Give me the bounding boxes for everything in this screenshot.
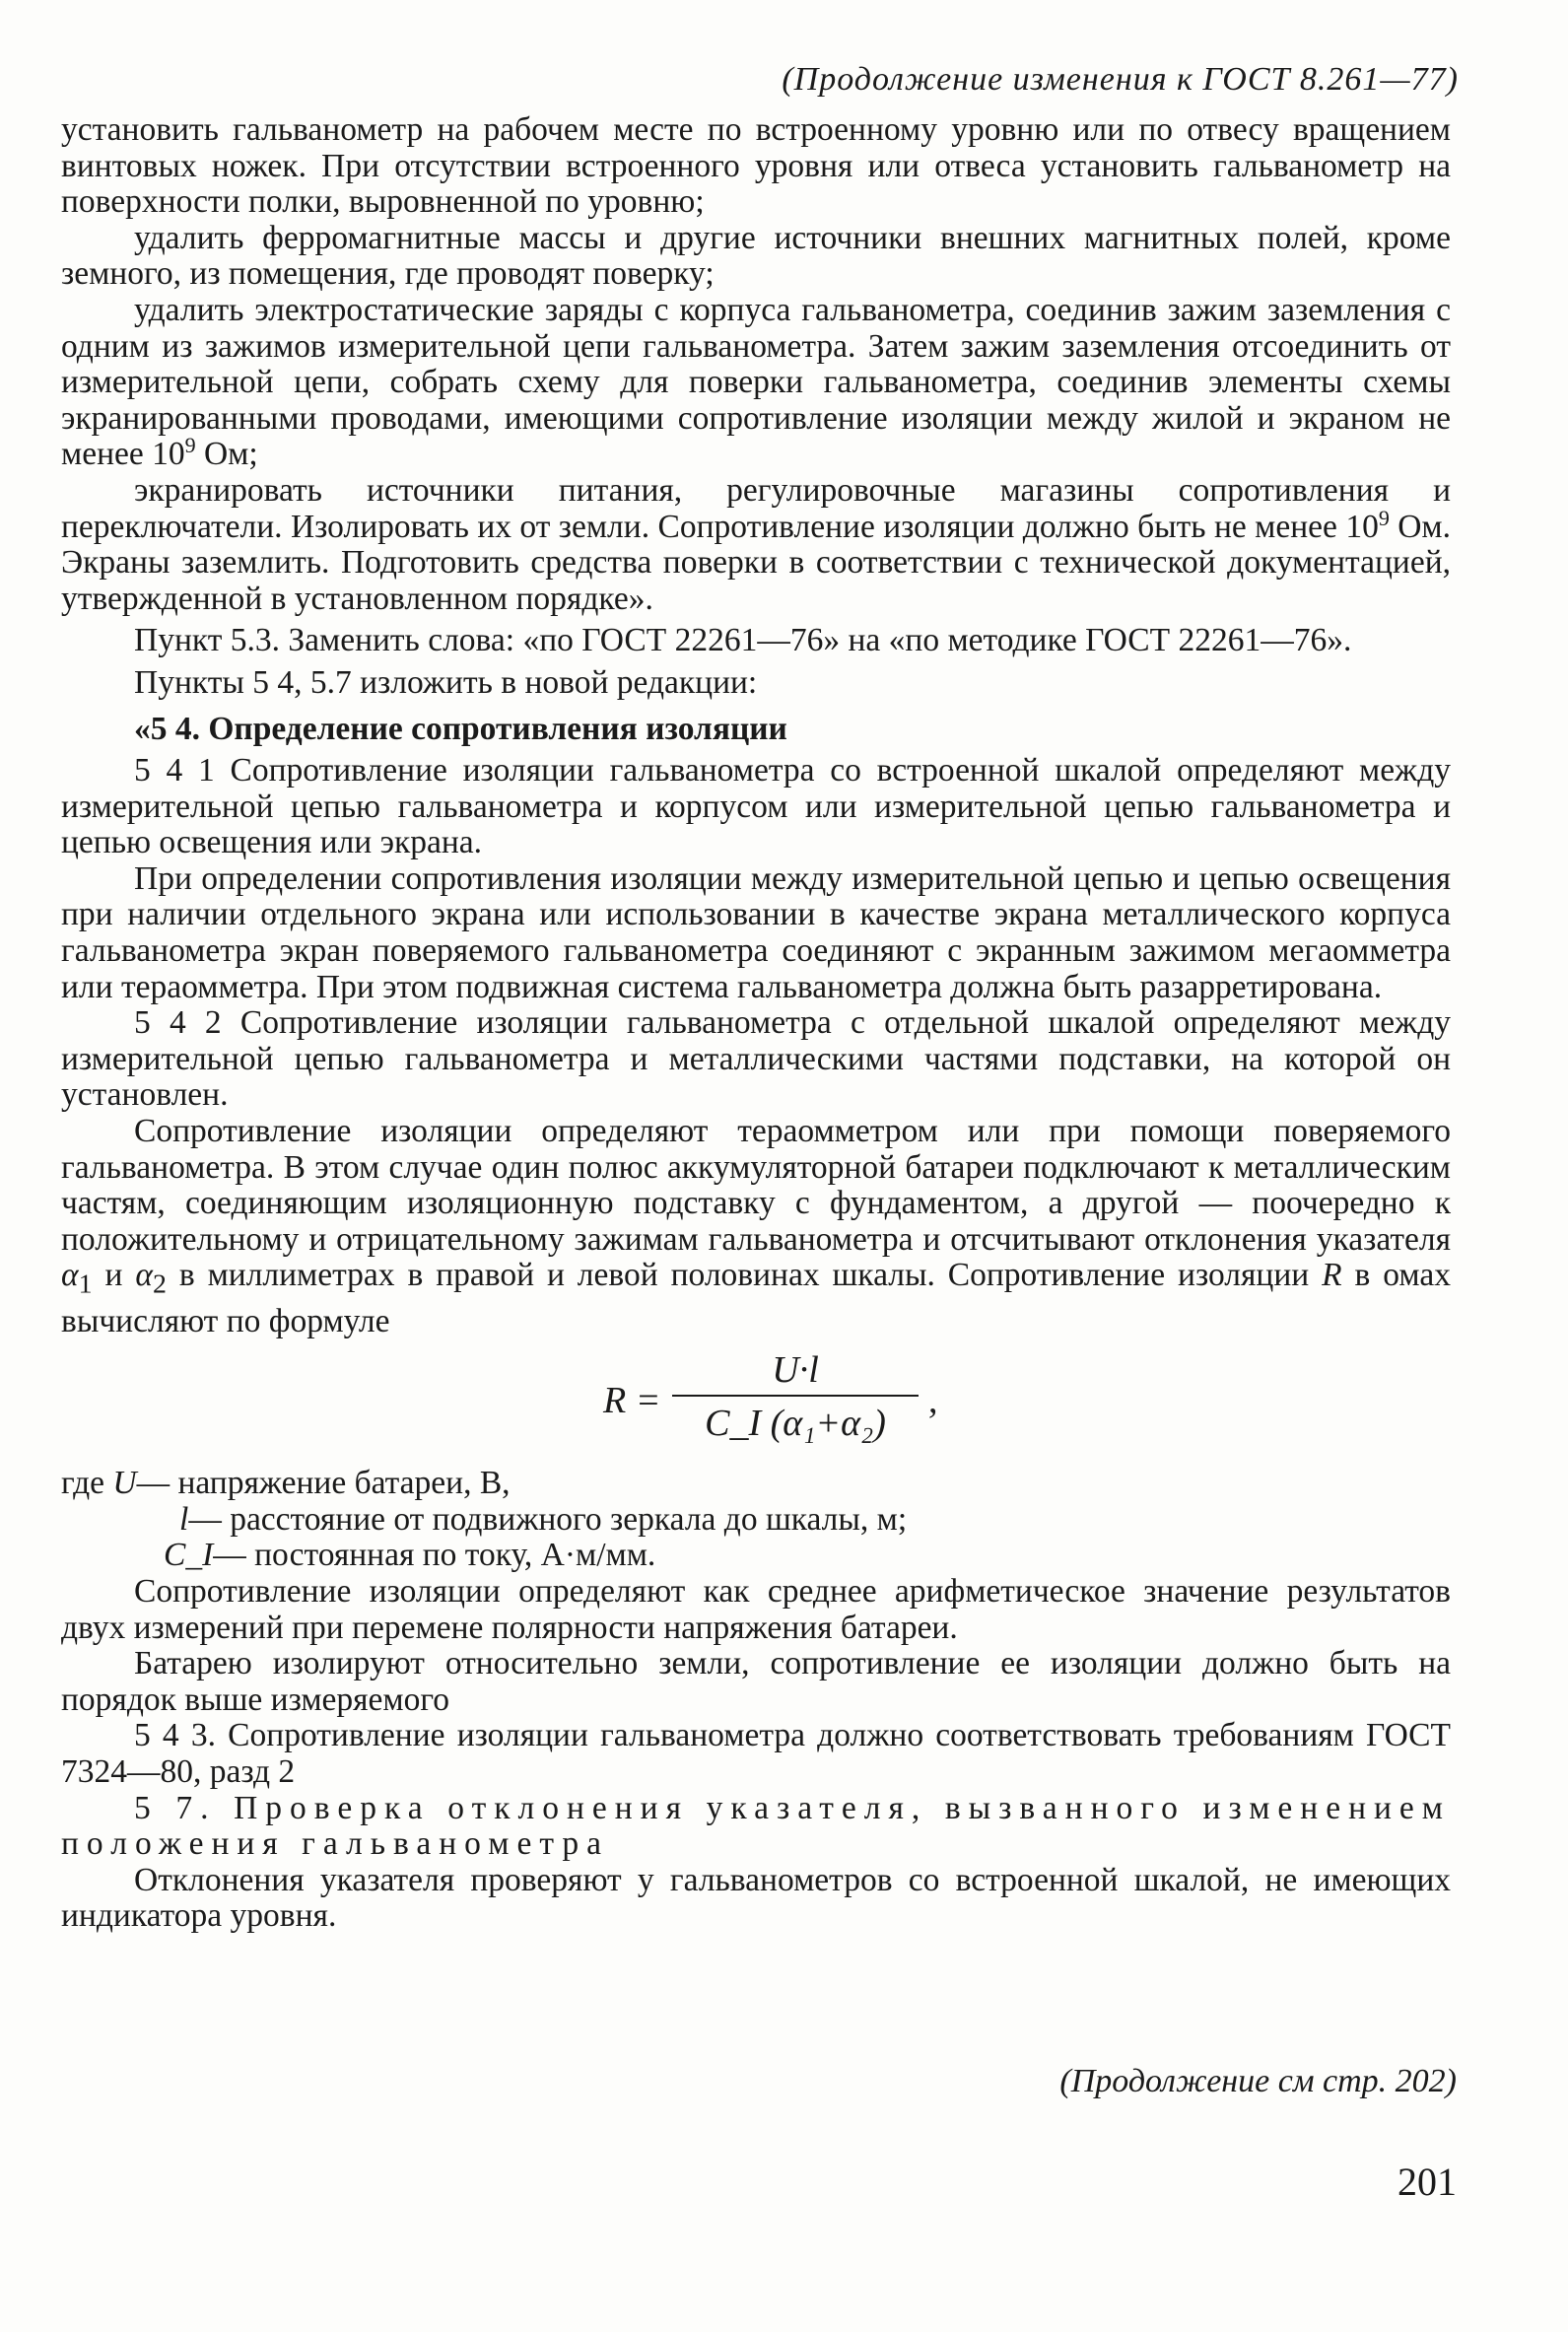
paragraph-3 xyxy=(61,293,1451,473)
paragraph-4-text: экранировать источники питания, регулировочные магазины сопротивления и переключатели. Изолировать их от земли. Сопротивление изоляции должно быть не менее 10 xyxy=(61,471,1451,545)
legend-text: — расстояние от подвижного зеркала до шкалы, м; xyxy=(188,1500,908,1538)
paragraph-541-cont: При определении сопротивления изоляции между измерительной цепью и цепью освещения при наличии отдельного экрана или использовании в качестве экрана металлического корпуса гальванометра экран поверяемого гальванометра соединяют с экранным зажимом мегаомметра или тераомметра. При этом подвижная система гальванометра должна быть разарретирована. xyxy=(61,859,1451,1005)
legend-row xyxy=(61,1502,1451,1539)
legend-prefix: где xyxy=(61,1465,104,1502)
paragraph-4 xyxy=(61,473,1451,617)
exponent: 9 xyxy=(1378,505,1390,530)
resistance-symbol: R xyxy=(1322,1257,1342,1294)
formula-legend xyxy=(61,1466,1451,1574)
paragraph-1: установить гальванометр на рабочем месте по встроенному уровню или по отвесу вращением винтовых ножек. При отсутствии встроенного уровня или отвеса установить гальванометр на поверхности полки, выровненной по уровню; xyxy=(61,111,1451,221)
subscript: 1 xyxy=(78,1269,93,1301)
paragraph-542: 5 4 2 Сопротивление изоляции гальванометра с отдельной шкалой определяют между измерительной цепью гальванометра и металлическими частями подставки, на которой он установлен. xyxy=(61,1004,1451,1114)
paragraph-541: 5 4 1 Сопротивление изоляции гальванометра со встроенной шкалой определяют между измерительной цепью гальванометра и корпусом или измерительной цепью гальванометра и цепью освещения или экрана. xyxy=(61,752,1451,861)
paragraph-3-tail: Ом; xyxy=(195,436,258,473)
legend-row xyxy=(61,1466,1451,1502)
paragraph-57-body: Отклонения указателя проверяют у гальванометров со встроенной шкалой, не имеющих индикатора уровня. xyxy=(61,1861,1451,1935)
formula-numerator: U·l xyxy=(772,1349,819,1392)
resistance-formula xyxy=(61,1347,1451,1456)
subscript: 2 xyxy=(152,1269,167,1301)
paragraph-57: 5 7. Проверка отклонения указателя, вызванного изменением положения гальванометра xyxy=(61,1789,1451,1863)
legend-text: — напряжение батареи, В, xyxy=(136,1465,511,1502)
formula-comma: , xyxy=(928,1380,938,1422)
paragraph-text: в омах вычисляют по формуле xyxy=(61,1257,1452,1339)
legend-text: — постоянная по току, А·м/мм. xyxy=(213,1537,656,1574)
paragraph-3-text: удалить электростатические заряды с корпуса гальванометра, соединив зажим заземления с одним из зажимов измерительной цепи гальванометра. Затем зажим заземления отсоединить от измерительной цепи, собрать схему для поверки гальванометра, соединив элементы схемы экранированными проводами, имеющими сопротивление изоляции между жилой и экраном не менее 10 xyxy=(61,291,1451,473)
paragraph-2: удалить ферромагнитные массы и другие источники внешних магнитных полей, кроме земного, из помещения, где проводят поверку; xyxy=(61,219,1451,293)
paragraph-battery: Батарею изолируют относительно земли, сопротивление ее изоляции должно быть на порядок выше измеряемого xyxy=(61,1645,1451,1718)
alpha-symbol: α xyxy=(135,1257,153,1294)
conjunction: и xyxy=(92,1257,136,1294)
paragraph-text: Сопротивление изоляции определяют тераомметром или при помощи поверяемого гальванометра. В этом случае один полюс аккумуляторной батареи подключают к металлическим частям, соединяющим изоляционную подставку с фундаментом, а другой — поочередно к положительному и отрицательному зажимам гальванометра и отсчитывают отклонения указателя xyxy=(61,1113,1451,1258)
legend-row xyxy=(61,1538,1451,1574)
formula-denominator: C_I (α₁+α₂) xyxy=(705,1403,886,1445)
paragraph-542-cont xyxy=(61,1114,1451,1339)
page-number: 201 xyxy=(1398,2160,1457,2204)
running-header: (Продолжение изменения к ГОСТ 8.261—77) xyxy=(782,61,1459,98)
paragraph-text: в миллиметрах в правой и левой половинах шкалы. Сопротивление изоляции xyxy=(166,1257,1323,1294)
legend-symbol: l xyxy=(179,1500,189,1538)
paragraph-6: Пункты 5 4, 5.7 изложить в новой редакции: xyxy=(134,663,758,701)
legend-symbol: U xyxy=(112,1465,137,1502)
continuation-note: (Продолжение см стр. 202) xyxy=(1059,2063,1457,2099)
paragraph-4-tail: Ом. Экраны заземлить. Подготовить средства поверки в соответствии с технической документацией, утвержденной в установленном порядке». xyxy=(61,508,1451,617)
formula-fraction xyxy=(672,1347,919,1446)
paragraph-543: 5 4 3. Сопротивление изоляции гальванометра должно соответствовать требованиям ГОСТ 7324—80, разд 2 xyxy=(61,1717,1451,1791)
formula-lhs: R = xyxy=(603,1380,661,1422)
alpha-symbol: α xyxy=(61,1257,79,1294)
document-body xyxy=(61,112,1451,1935)
paragraph-5: Пункт 5.3. Заменить слова: «по ГОСТ 22261—76» на «по методике ГОСТ 22261—76». xyxy=(134,622,1352,659)
legend-symbol: C_I xyxy=(164,1537,214,1574)
fraction-bar xyxy=(672,1395,919,1397)
paragraph-mean: Сопротивление изоляции определяют как среднее арифметическое значение результатов двух измерений при перемене полярности напряжения батареи. xyxy=(61,1573,1451,1646)
exponent: 9 xyxy=(184,433,196,458)
section-heading: «5 4. Определение сопротивления изоляции xyxy=(134,710,787,747)
